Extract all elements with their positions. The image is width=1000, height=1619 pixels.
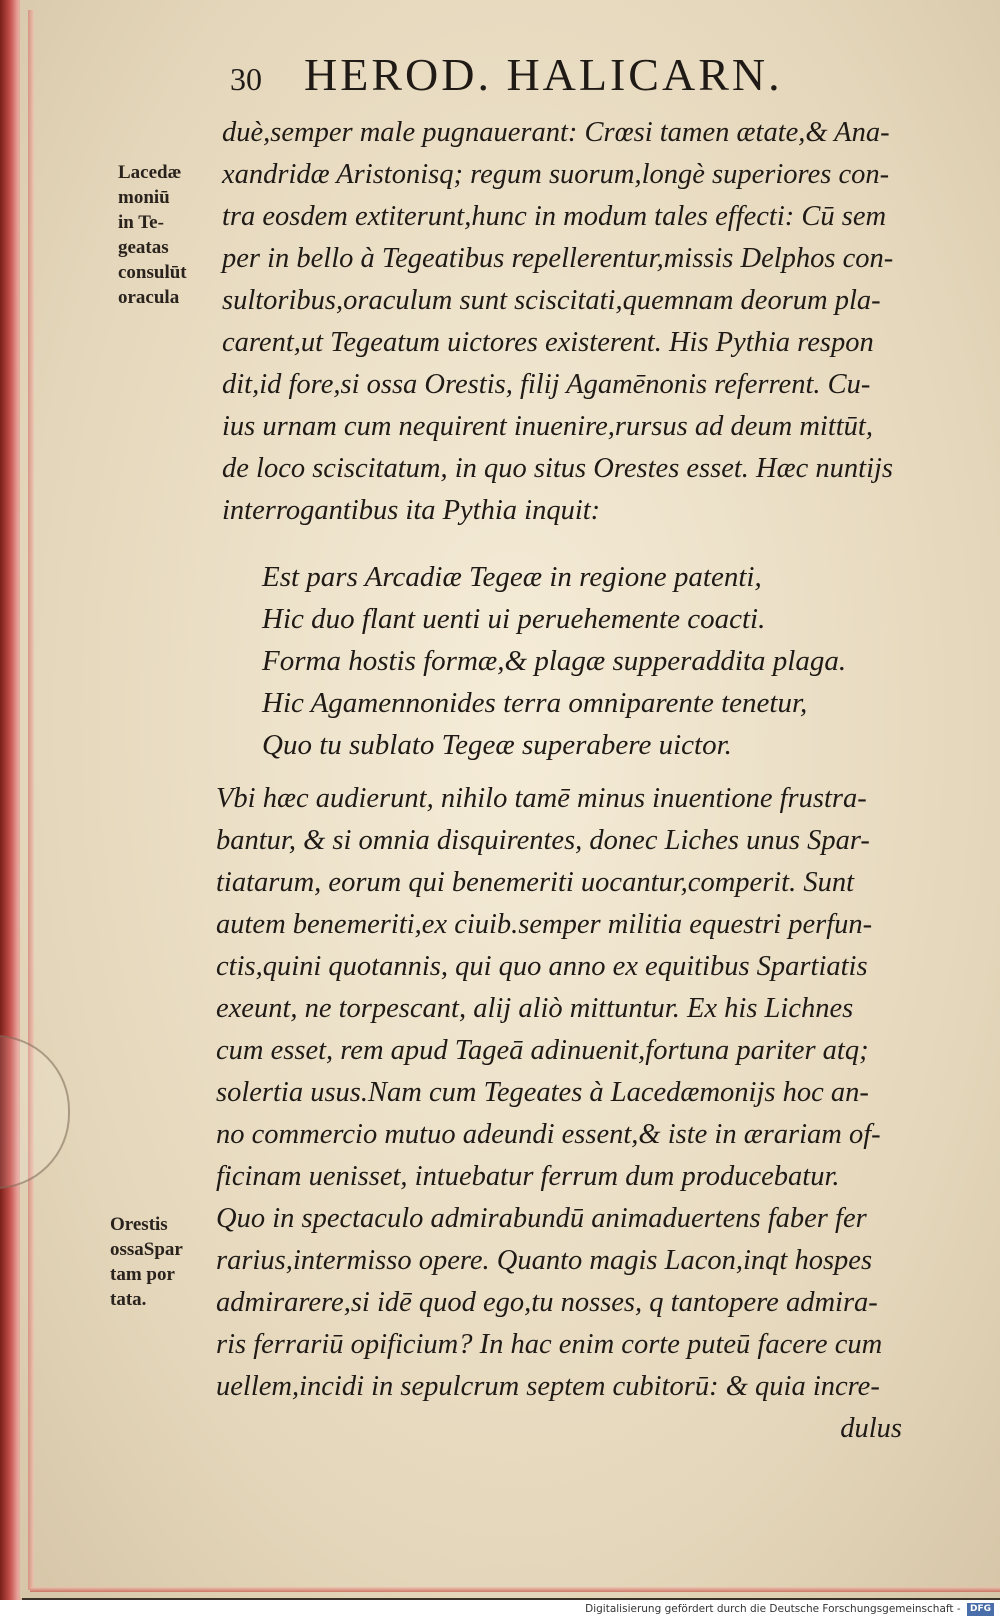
text-line: ficinam uenisset, intuebatur ferrum dum producebatur. [216,1161,840,1192]
text-line: Vbi hæc audierunt, nihilo tamē minus inuentione frustra- [216,783,867,814]
verse-line: Forma hostis formæ,& plagæ supperaddita plaga. [262,645,847,677]
page-bottom-rule [30,1587,1000,1592]
margin-note-line: in Te- [118,212,164,233]
text-line: sultoribus,oraculum sunt sciscitati,quemnam deorum pla- [222,285,881,316]
margin-note-line: ossaSpar [110,1239,183,1260]
margin-note-line: Lacedæ [118,162,182,183]
text-line: interrogantibus ita Pythia inquit: [222,495,601,526]
verse-line: Hic Agamennonides terra omniparente tenetur, [262,687,808,719]
verse-line: Quo tu sublato Tegeæ superabere uictor. [262,729,732,761]
oracle-verse [262,555,902,765]
text-line: rarius,intermisso opere. Quanto magis Lacon,inqt hospes [216,1245,873,1276]
text-line: xandridæ Aristonisq; regum suorum,longè superiores con- [222,159,890,190]
margin-note-line: tam por [110,1264,175,1285]
text-line: carent,ut Tegeatum uictores existerent. His Pythia respon [222,327,874,358]
text-line: uellem,incidi in sepulcrum septem cubitorū: & quia incre- [216,1371,880,1402]
page-header [230,48,870,104]
verse-line: Est pars Arcadiæ Tegeæ in regione patenti, [262,561,762,593]
text-line: duè,semper male pugnauerant: Crœsi tamen ætate,& Ana- [222,117,890,148]
page-number: 30 [230,61,262,97]
text-line: ris ferrariū opificium? In hac enim corte puteū facere cum [216,1329,883,1360]
dfg-logo: DFG [967,1603,994,1616]
margin-note-line: consulūt [118,262,187,283]
text-line: dit,id fore,si ossa Orestis, filij Agamēnonis referrent. Cu- [222,369,871,400]
body-paragraph-1 [222,112,922,532]
text-line: ius urnam cum nequirent inuenire,rursus ad deum mittūt, [222,411,873,442]
text-line: admirarere,si idē quod ego,tu nosses, q tantopere admira- [216,1287,878,1318]
verse-line: Hic duo flant uenti ui peruehemente coacti. [262,603,766,635]
margin-note-line: oracula [118,287,180,308]
margin-note-line: Orestis [110,1214,168,1235]
margin-note-line: geatas [118,237,169,258]
text-line: per in bello à Tegeatibus repellerentur,missis Delphos con- [222,243,894,274]
margin-note-lacedaemonii [118,160,187,310]
margin-note-orestis [110,1212,183,1312]
catchword: dulus [840,1413,902,1444]
body-paragraph-2 [216,778,916,1450]
text-line: bantur, & si omnia disquirentes, donec Liches unus Spar- [216,825,870,856]
text-line: tiatarum, eorum qui benemeriti uocantur,comperit. Sunt [216,867,855,898]
page-left-rule [28,10,34,1590]
text-line: solertia usus.Nam cum Tegeates à Lacedæmonijs hoc an- [216,1077,869,1108]
margin-note-line: moniū [118,187,170,208]
running-head: HEROD. HALICARN. [304,49,783,100]
footer-text: Digitalisierung gefördert durch die Deutsche Forschungsgemeinschaft - [585,1603,961,1615]
text-line: Quo in spectaculo admirabundū animaduertens faber fer [216,1203,867,1234]
book-edge [0,0,22,1600]
margin-note-line: tata. [110,1289,147,1310]
text-line: exeunt, ne torpescant, alij aliò mittuntur. Ex his Lichnes [216,993,854,1024]
digitization-footer [0,1600,1000,1619]
text-line: tra eosdem extiterunt,hunc in modum tales effecti: Cū sem [222,201,887,232]
text-line: cum esset, rem apud Tageā adinuenit,fortuna pariter atq; [216,1035,869,1066]
text-line: ctis,quini quotannis, qui quo anno ex equitibus Spartiatis [216,951,868,982]
text-line: no commercio mutuo adeundi essent,& iste in ærariam of- [216,1119,881,1150]
text-line: autem benemeriti,ex ciuib.semper militia equestri perfun- [216,909,873,940]
text-line: de loco sciscitatum, in quo situs Orestes esset. Hæc nuntijs [222,453,894,484]
